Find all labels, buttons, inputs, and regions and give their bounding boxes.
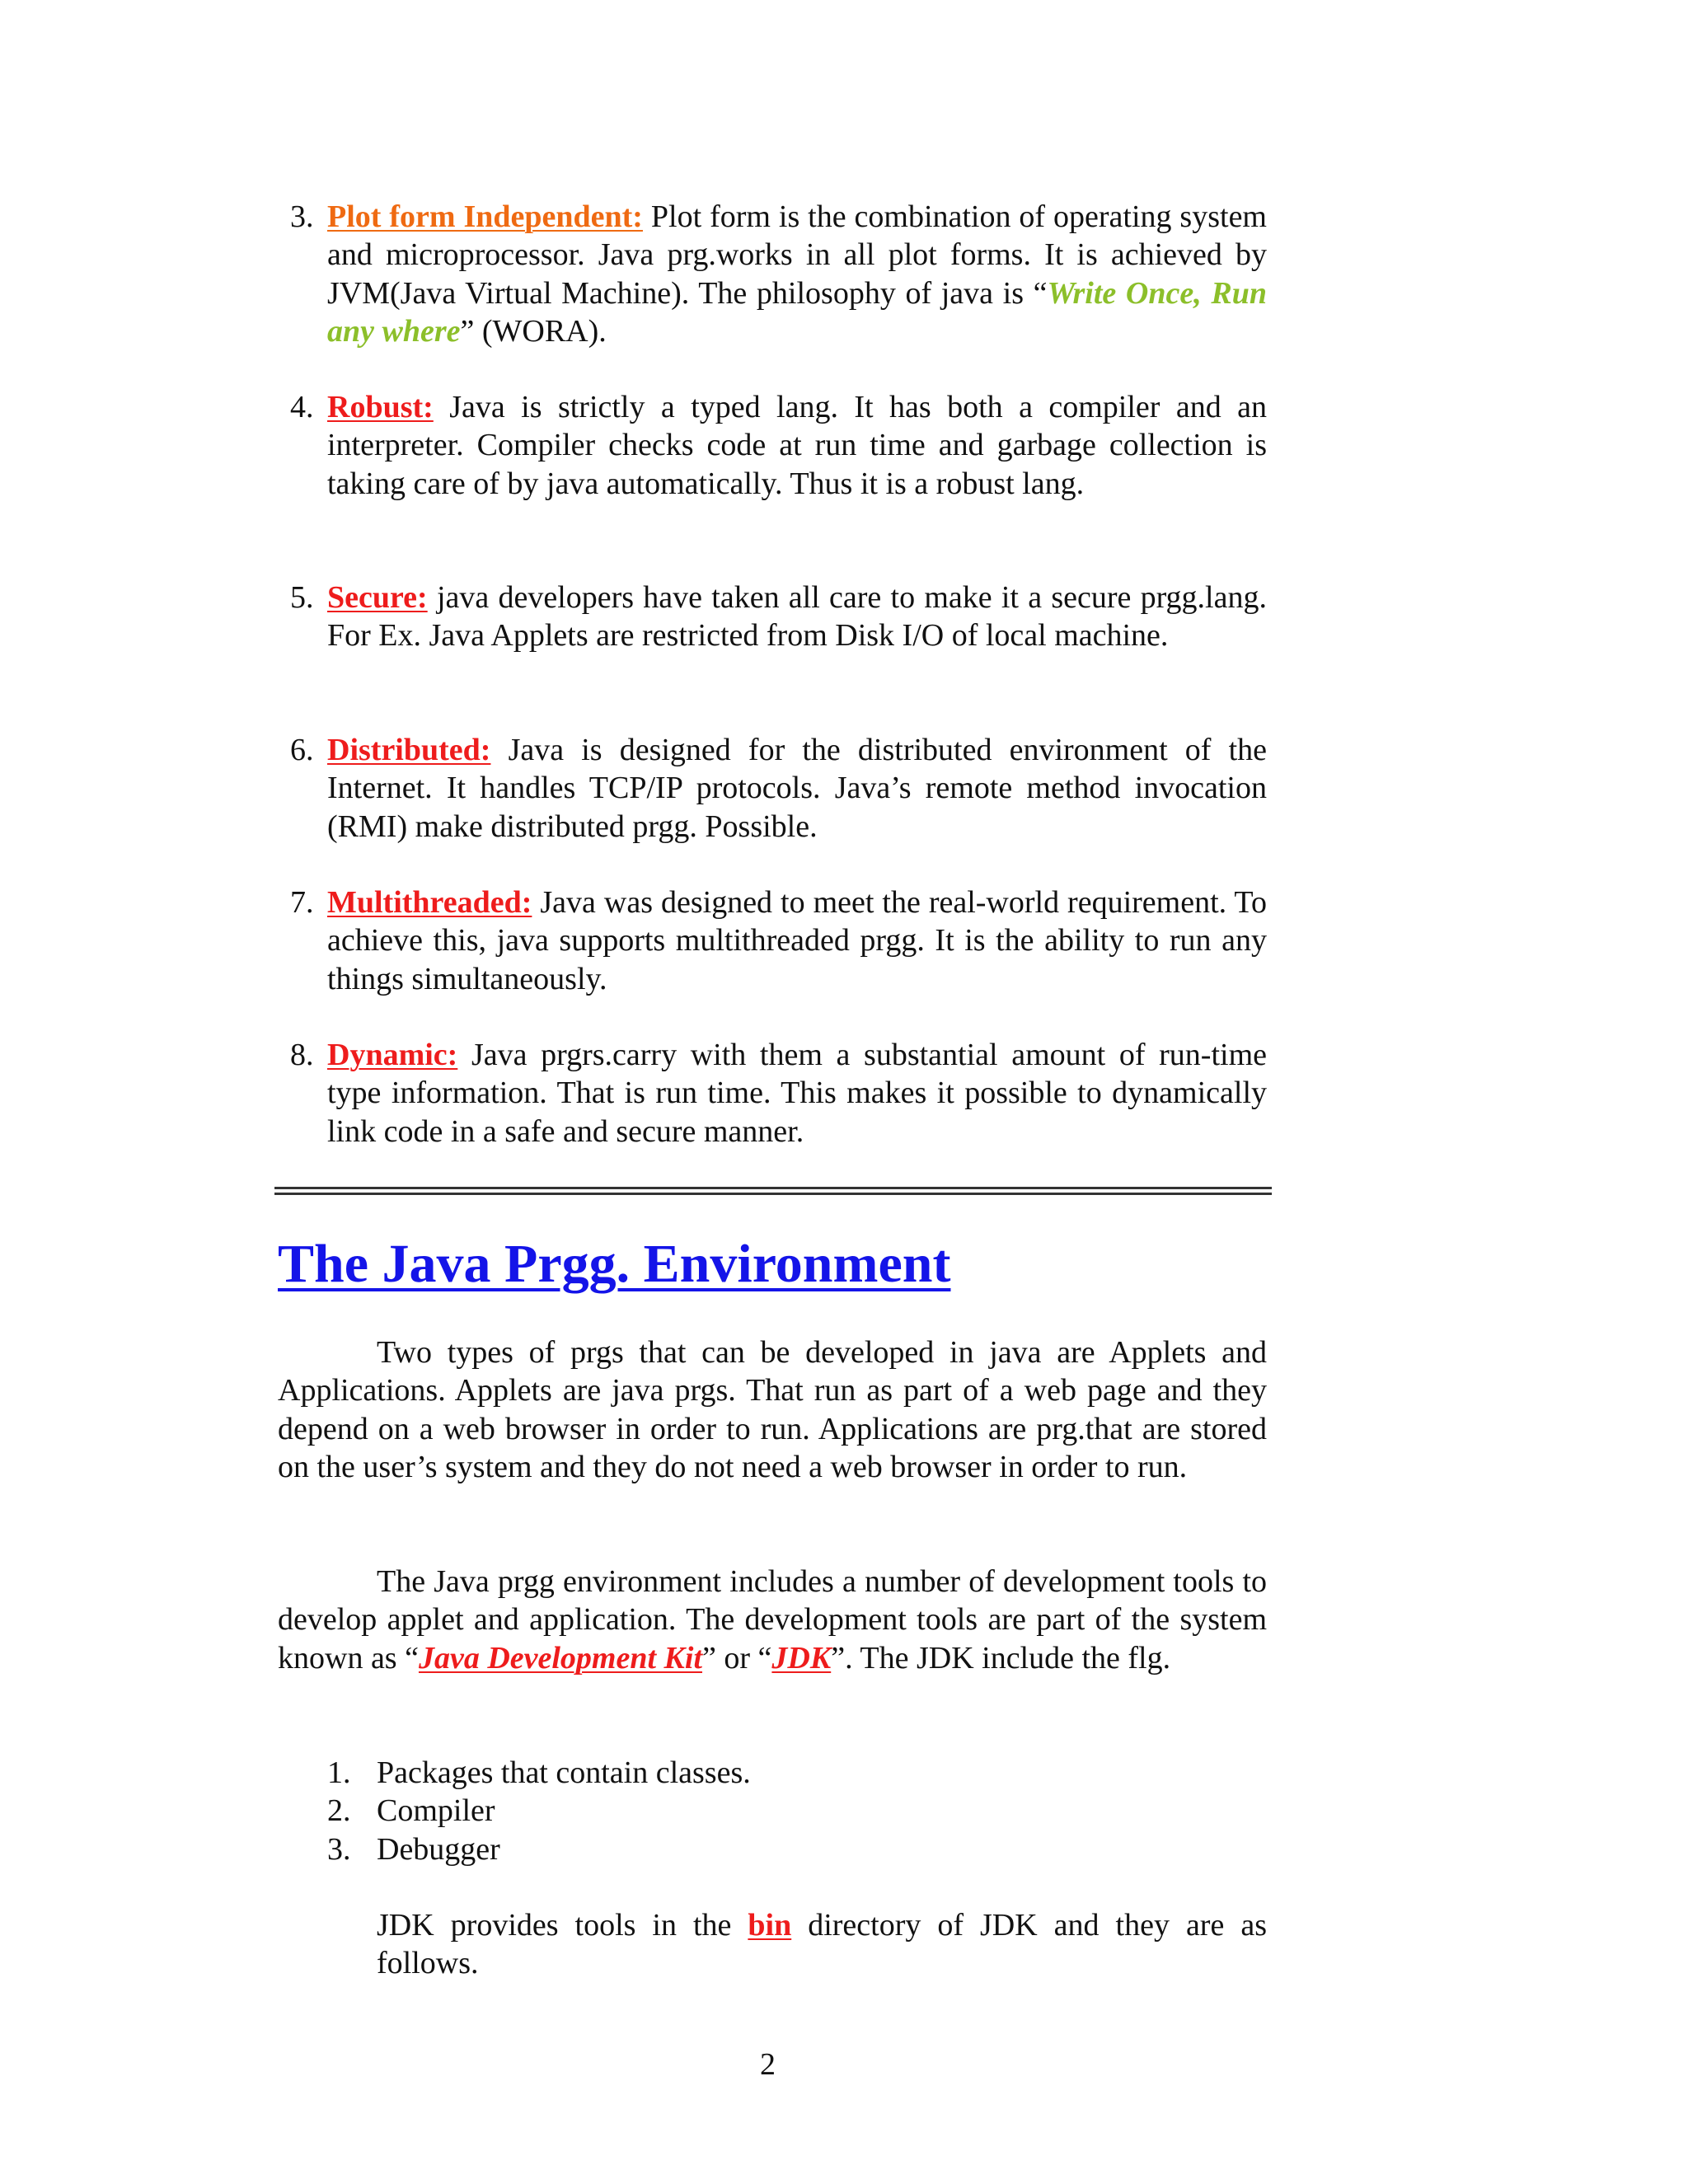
- feature-text: Java is designed for the distributed environment of the Internet. It handles TCP/IP protocols. Java’s remote method invocation (RMI) make distributed prgg. Possible.: [327, 733, 1267, 844]
- feature-item-dynamic: [290, 1036, 1267, 1151]
- paragraph-text: Two types of prgs that can be developed in java are Applets and Applications. Applets are java prgs. That run as part of a web page and they depend on a web browser in order to run. Applications are prg.that are stored on the user’s system and they do not need a web browser in order to run.: [278, 1335, 1267, 1484]
- list-item: [327, 1792, 751, 1830]
- feature-item-secure: [290, 579, 1267, 655]
- feature-text: java developers have taken all care to make it a secure prgg.lang. For Ex. Java Applets are restricted from Disk I/O of local machine.: [327, 580, 1267, 654]
- feature-text-after: ” (WORA).: [460, 313, 607, 349]
- list-number: 7.: [290, 885, 314, 920]
- paragraph-text-after: ”. The JDK include the flg.: [831, 1640, 1171, 1675]
- paragraph-jdk: [278, 1563, 1267, 1677]
- list-number: 4.: [290, 390, 314, 424]
- section-divider-bottom: [274, 1193, 1272, 1195]
- list-number: 5.: [290, 580, 314, 615]
- paragraph-text: JDK provides tools in the: [377, 1908, 748, 1943]
- list-item: [327, 1830, 751, 1868]
- section-divider-top: [274, 1187, 1272, 1189]
- list-item: [327, 1754, 751, 1792]
- wora-quote: Write Once, Run any where: [327, 275, 1267, 349]
- list-number: 2.: [327, 1793, 351, 1829]
- list-item-text: Debugger: [377, 1831, 500, 1867]
- feature-term: Dynamic:: [327, 1038, 458, 1072]
- paragraph-text-middle: ” or “: [702, 1640, 772, 1675]
- paragraph-bin-tools: [377, 1906, 1267, 1983]
- feature-term: Plot form Independent:: [327, 199, 643, 234]
- page-number: 2: [760, 2047, 776, 2082]
- feature-item-distributed: [290, 731, 1267, 846]
- feature-item-platform-independent: [290, 198, 1267, 350]
- jdk-full-term: Java Development Kit: [418, 1640, 703, 1675]
- feature-term: Distributed:: [327, 733, 491, 767]
- list-number: 3.: [290, 199, 314, 234]
- list-item-text: Compiler: [377, 1793, 495, 1829]
- list-item-text: Packages that contain classes.: [377, 1755, 751, 1790]
- paragraph-text-after: directory of JDK and they are as follows.: [377, 1908, 1267, 1981]
- bin-term: bin: [748, 1908, 792, 1943]
- feature-text: Java prgrs.carry with them a substantial amount of run-time type information. That is run time. This makes it possible to dynamically link code in a safe and secure manner.: [327, 1038, 1267, 1149]
- section-heading: The Java Prgg. Environment: [278, 1234, 951, 1294]
- feature-text: Java was designed to meet the real-world requirement. To achieve this, java supports multithreaded prgg. It is the ability to run any things simultaneously.: [327, 885, 1267, 996]
- paragraph-text: The Java prgg environment includes a number of development tools to develop applet and application. The development tools are part of the system known as “: [278, 1564, 1267, 1675]
- list-number: 8.: [290, 1038, 314, 1072]
- feature-term: Multithreaded:: [327, 885, 532, 920]
- feature-text: Java is strictly a typed lang. It has both a compiler and an interpreter. Compiler checks code at run time and garbage collection is taking care of by java automatically. Thus it is a robust lang.: [327, 390, 1267, 501]
- list-number: 6.: [290, 733, 314, 767]
- jdk-short-term: JDK: [771, 1640, 832, 1675]
- jdk-components-list: [327, 1754, 751, 1868]
- feature-term: Robust:: [327, 390, 434, 424]
- feature-item-robust: [290, 388, 1267, 503]
- list-number: 3.: [327, 1831, 351, 1867]
- feature-term: Secure:: [327, 580, 428, 615]
- feature-text: Plot form is the combination of operating system and microprocessor. Java prg.works in all plot forms. It is achieved by JVM(Java Virtual Machine). The philosophy of java is “: [327, 199, 1267, 311]
- feature-item-multithreaded: [290, 883, 1267, 998]
- paragraph-applets-applications: [278, 1333, 1267, 1486]
- list-number: 1.: [327, 1755, 351, 1790]
